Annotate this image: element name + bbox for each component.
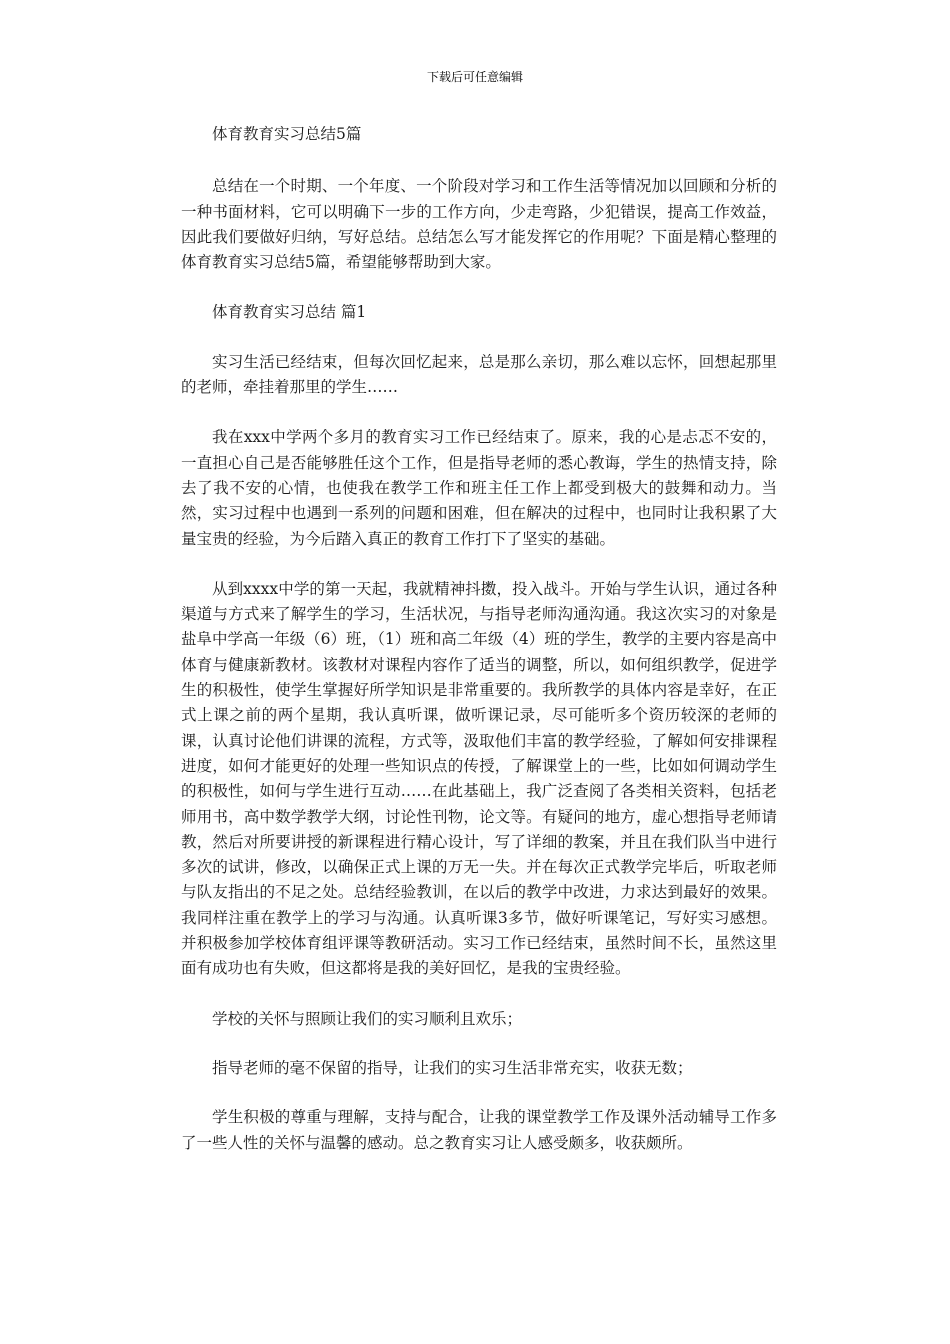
paragraph-student-support: 学生积极的尊重与理解，支持与配合，让我的课堂教学工作及课外活动辅导工作多了一些人性的关怀与温馨的感动。总之教育实习让人感受颇多，收获颇所。 <box>181 1108 777 1152</box>
section-heading: 体育教育实习总结 篇1 <box>212 303 367 322</box>
paragraph-advisor-guidance: 指导老师的毫不保留的指导，让我们的实习生活非常充实，收获无数； <box>212 1058 693 1077</box>
header-note: 下载后可任意编辑 <box>426 70 523 84</box>
paragraph-details: 从到xxxx中学的第一天起，我就精神抖擞，投入战斗。开始与学生认识，通过各种渠道与方式来了解学生的学习，生活状况，与指导老师沟通沟通。我这次实习的对象是盐阜中学高一年级（6）班，（1）班和高二年级（4）班的学生，教学的主要内容是高中体育与健康新教材。该教材对课程内容作了适当的调整，所以，如何组织教学，促进学生的积极性，使学生掌握好所学知识是非常重要的。我所教学的具体内容是幸好，在正式上课之前的两个星期，我认真听课，做听课记录，尽可能听多个资历较深的老师的课，认真讨论他们讲课的流程，方式等，汲取他们丰富的教学经验，了解如何安排课程进度，如何才能更好的处理一些知识点的传授，了解课堂上的一些，比如如何调动学生的积极性，如何与学生进行互动……在此基础上，我广泛查阅了各类相关资料，包括老师用书，高中数学教学大纲，讨论性刊物，论文等。有疑问的地方，虚心想指导老师请教，然后对所要讲授的新课程进行精心设计，写了详细的教案，并且在我们队当中进行多次的试讲，修改，以确保正式上课的万无一失。并在每次正式教学完毕后，听取老师与队友指出的不足之处。总结经验教训，在以后的教学中改进，力求达到最好的效果。我同样注重在教学上的学习与沟通。认真听课3多节，做好听课笔记，写好实习感想。并积极参加学校体育组评课等教研活动。实习工作已经结束，虽然时间不长，虽然这里面有成功也有失败，但这都将是我的美好回忆，是我的宝贵经验。 <box>181 579 777 978</box>
paragraph-school-care: 学校的关怀与照顾让我们的实习顺利且欢乐； <box>212 1009 523 1028</box>
paragraph-recollection: 实习生活已经结束，但每次回忆起来，总是那么亲切，那么难以忘怀，回想起那里的老师，牵挂着那里的学生…… <box>181 352 777 397</box>
document-title: 体育教育实习总结5篇 <box>212 125 362 143</box>
document-body <box>181 122 777 1181</box>
intro-paragraph: 总结在一个时期、一个年度、一个阶段对学习和工作生活等情况加以回顾和分析的一种书面材料，它可以明确下一步的工作方向，少走弯路，少犯错误，提高工作效益，因此我们要做好归纳，写好总结。总结怎么写才能发挥它的作用呢？下面是精心整理的体育教育实习总结5篇，希望能够帮助到大家。 <box>181 177 777 272</box>
paragraph-overview: 我在xxx中学两个多月的教育实习工作已经结束了。原来，我的心是忐忑不安的，一直担心自己是否能够胜任这个工作，但是指导老师的悉心教诲，学生的热情支持，除去了我不安的心情，也使我在教学工作和班主任工作上都受到极大的鼓舞和动力。当然，实习过程中也遇到一系列的问题和困难，但在解决的过程中，也同时让我积累了大量宝贵的经验，为今后踏入真正的教育工作打下了坚实的基础。 <box>181 428 777 548</box>
